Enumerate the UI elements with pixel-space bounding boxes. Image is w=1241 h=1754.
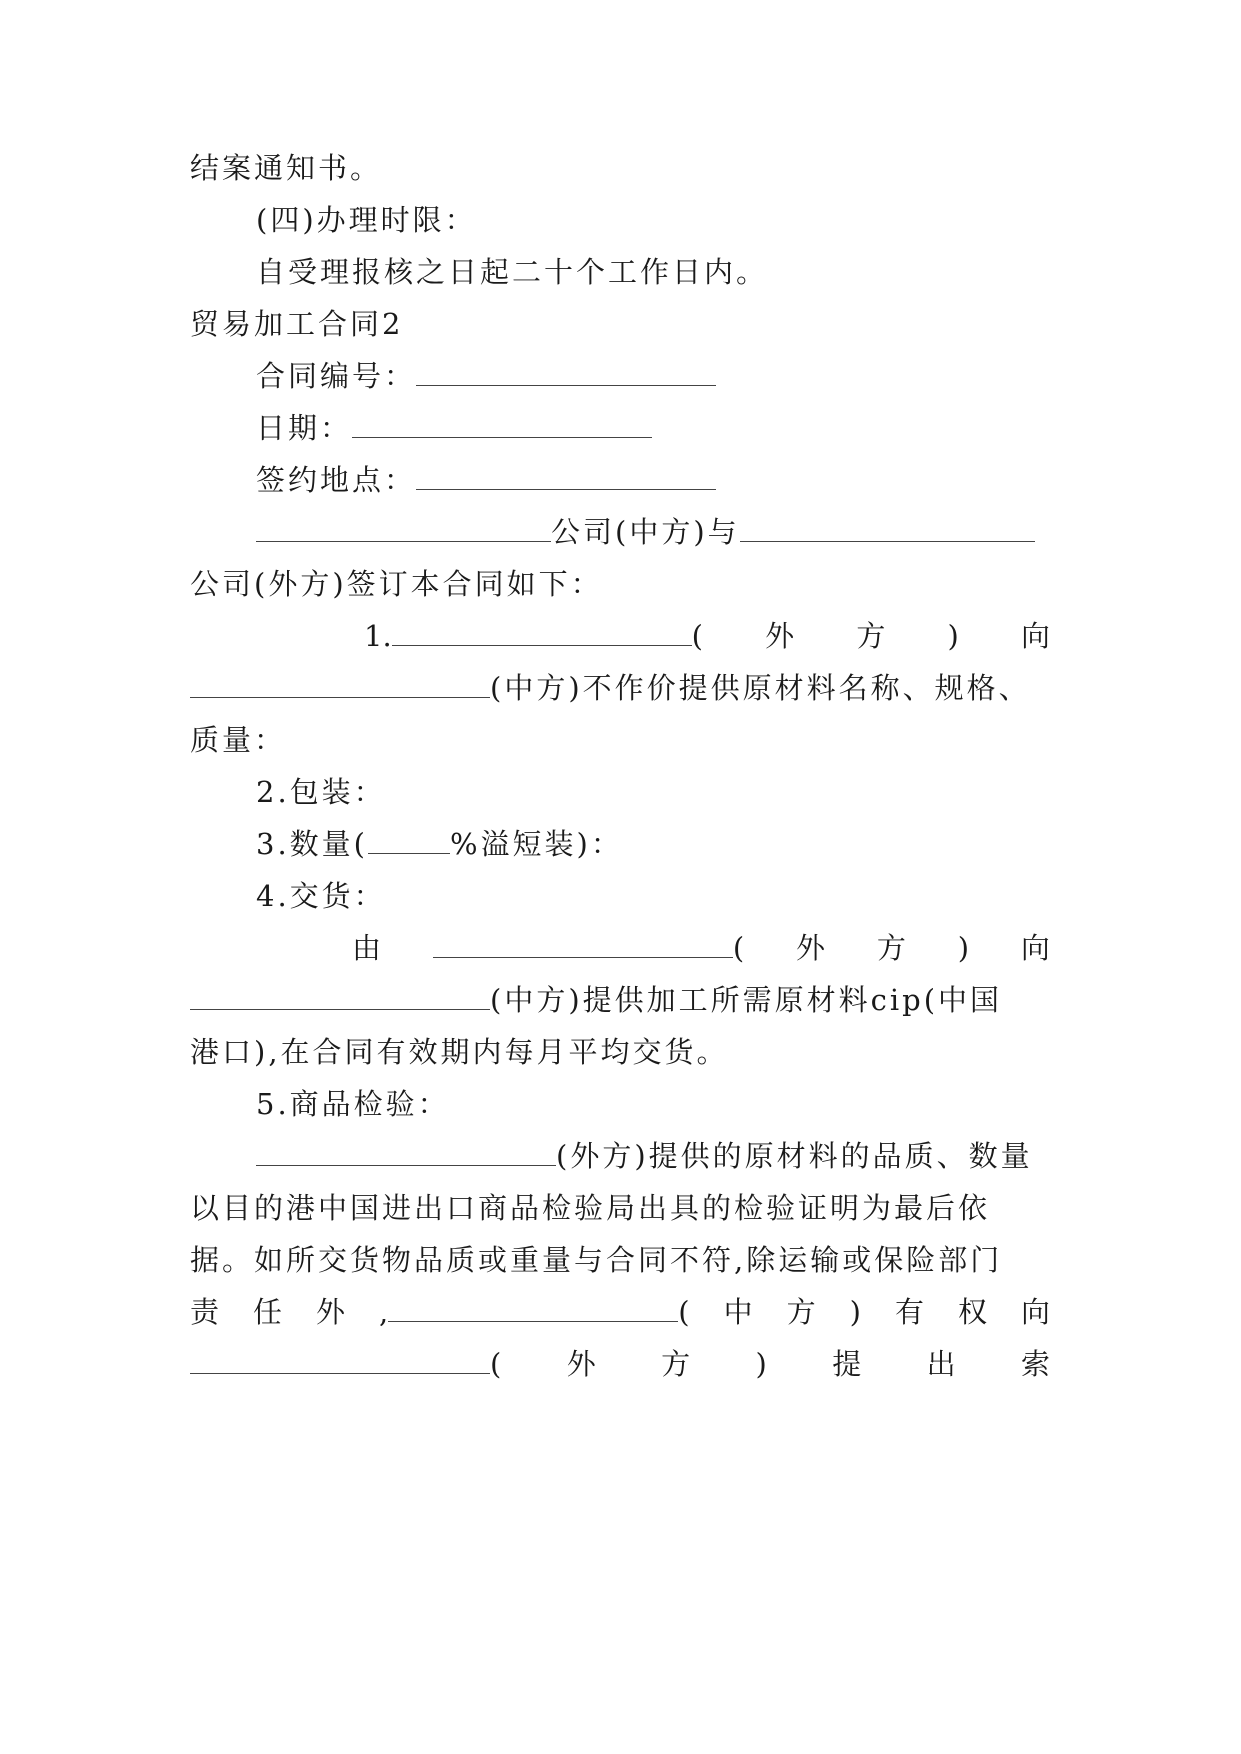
blank-line [388,1291,678,1322]
text-span [433,926,744,970]
blank-line [416,459,716,490]
section-heading: (四)办理时限： [256,203,477,237]
blank-line [368,823,450,854]
parties-line [256,510,1050,554]
text-span: (中方)不作价提供原材料名称、规格、 [490,671,1031,705]
clause-3-line [256,822,1050,866]
text-line: 自受理报核之日起二十个工作日内。 [256,255,769,289]
text-span: 提 [832,1347,862,1381]
delivery-line [352,926,1050,970]
blank-line [256,1135,556,1166]
text-line [190,1342,1050,1386]
text-line [190,1290,1050,1334]
text-span: 3.数量( [256,827,368,861]
text-span: 向 [1020,619,1050,653]
blank-line [392,615,692,646]
text-span: 外 [796,931,826,965]
text-span: 向 [1020,931,1050,965]
text-span: 向 [1020,1295,1050,1329]
field-label: 日期： [256,411,353,445]
clause-1-line [364,614,1050,658]
field-label: 合同编号： [256,359,417,393]
text-span: 外 [765,619,795,653]
text-span: 公司(中方)与 [551,515,740,549]
text-span: 索 [1020,1347,1050,1381]
clause-5-line: 5.商品检验： [256,1087,450,1121]
text-span: , [379,1295,389,1329]
text-line: 以目的港中国进出口商品检验局出具的检验证明为最后依 [190,1191,991,1225]
text-span: 任 [253,1295,283,1329]
clause-2-line: 2.包装： [256,775,386,809]
field-label: 签约地点： [256,463,417,497]
text-span: 责 [190,1295,220,1329]
signing-place-field [256,458,1050,502]
text-span: 方 [661,1347,691,1381]
text-span [364,614,703,658]
text-line [190,978,1050,1022]
blank-line [352,407,652,438]
clause-4-line: 4.交货： [256,879,386,913]
text-line: 港口),在合同有效期内每月平均交货。 [190,1035,729,1069]
text-span: ) [947,619,959,653]
blank-line [433,927,733,958]
blank-line [256,511,551,542]
text-span: ( [691,619,703,653]
text-span: 由 [352,931,382,965]
text-span: ) [849,1295,861,1329]
text-span: 出 [926,1347,956,1381]
text-line [190,666,1050,710]
text-span: 外 [566,1347,596,1381]
text-span: 权 [957,1295,987,1329]
date-field [256,406,1050,450]
blank-line [416,355,716,386]
text-span [190,1342,501,1386]
text-span [379,1290,690,1334]
text-span: 中 [723,1295,753,1329]
blank-line [190,979,490,1010]
text-span: 方 [786,1295,816,1329]
text-span: ) [755,1347,767,1381]
blank-line [740,511,1035,542]
document-title: 贸易加工合同2 [190,307,404,341]
text-span: ( [490,1347,502,1381]
blank-line [190,1343,490,1374]
text-span: (外方)提供的原材料的品质、数量 [556,1139,1033,1173]
text-line: 结案通知书。 [190,151,383,185]
text-line: 据。如所交货物品质或重量与合同不符,除运输或保险部门 [190,1243,1003,1277]
text-span: 有 [894,1295,924,1329]
clause-number: 1. [364,619,392,653]
text-span: %溢短装)： [449,827,623,861]
text-line [256,1134,1050,1178]
blank-line [190,667,490,698]
text-span: (中方)提供加工所需原材料cip(中国 [490,983,1003,1017]
text-span: 外 [316,1295,346,1329]
text-span: 方 [856,619,886,653]
text-line: 质量： [190,723,287,757]
text-span: ( [678,1295,690,1329]
text-span: ) [957,931,970,965]
text-span: 方 [876,931,906,965]
text-line: 公司(外方)签订本合同如下： [190,567,603,601]
contract-number-field [256,354,1050,398]
text-span: ( [732,931,745,965]
